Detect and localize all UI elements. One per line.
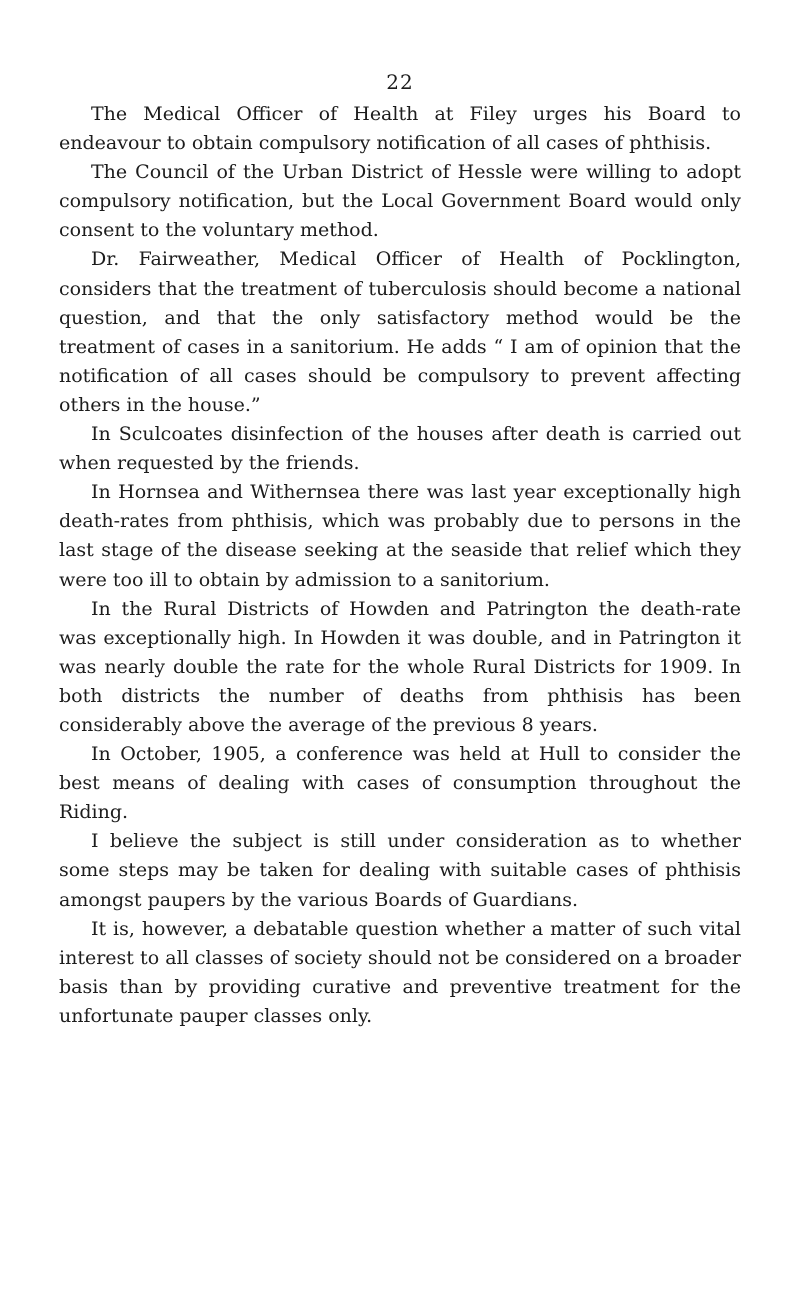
paragraph-filey: The Medical Officer of Health at Filey urges his Board to endeavour to obtain compulsory notification of all cases of phthisis. — [59, 103, 741, 155]
paragraph-hornsea-withernsea: In Hornsea and Withernsea there was last year exceptionally high death-rates from phthisis, which was probably due to persons in the last stage of the disease seeking at the seaside that relief which they were too ill to obtain by admission to a sanitorium. — [59, 481, 741, 591]
paragraph-debatable-question: It is, however, a debatable question whether a matter of such vital interest to all classes of society should not be considered on a broader basis than by providing curative and preventive treatment for the unfortunate pauper classes only. — [59, 917, 741, 1027]
paragraph-hull-conference: In October, 1905, a conference was held at Hull to consider the best means of dealing with cases of consumption throughout the Riding. — [59, 743, 741, 824]
page-number: 22 — [386, 70, 414, 94]
paragraph-hessle: The Council of the Urban District of Hessle were willing to adopt compulsory notification, but the Local Government Board would only consent to the voluntary method. — [59, 161, 741, 242]
paragraph-paupers: I believe the subject is still under consideration as to whether some steps may be taken for dealing with suitable cases of phthisis amongst paupers by the various Boards of Guardians. — [59, 830, 741, 911]
paragraph-sculcoates: In Sculcoates disinfection of the houses after death is carried out when requested by the friends. — [59, 423, 741, 475]
body-text — [59, 100, 741, 1031]
paragraph-pocklington: Dr. Fairweather, Medical Officer of Health of Pocklington, considers that the treatment of tuberculosis should become a national question, and that the only satisfactory method would be the treatment of cases in a sanitorium. He adds “ I am of opinion that the notification of all cases should be compulsory to prevent affecting others in the house.” — [59, 248, 741, 416]
paragraph-howden-patrington: In the Rural Districts of Howden and Patrington the death-rate was exceptionally high. In Howden it was double, and in Patrington it was nearly double the rate for the whole Rural Districts for 1909. In both districts the number of deaths from phthisis has been considerably above the average of the previous 8 years. — [59, 597, 741, 736]
